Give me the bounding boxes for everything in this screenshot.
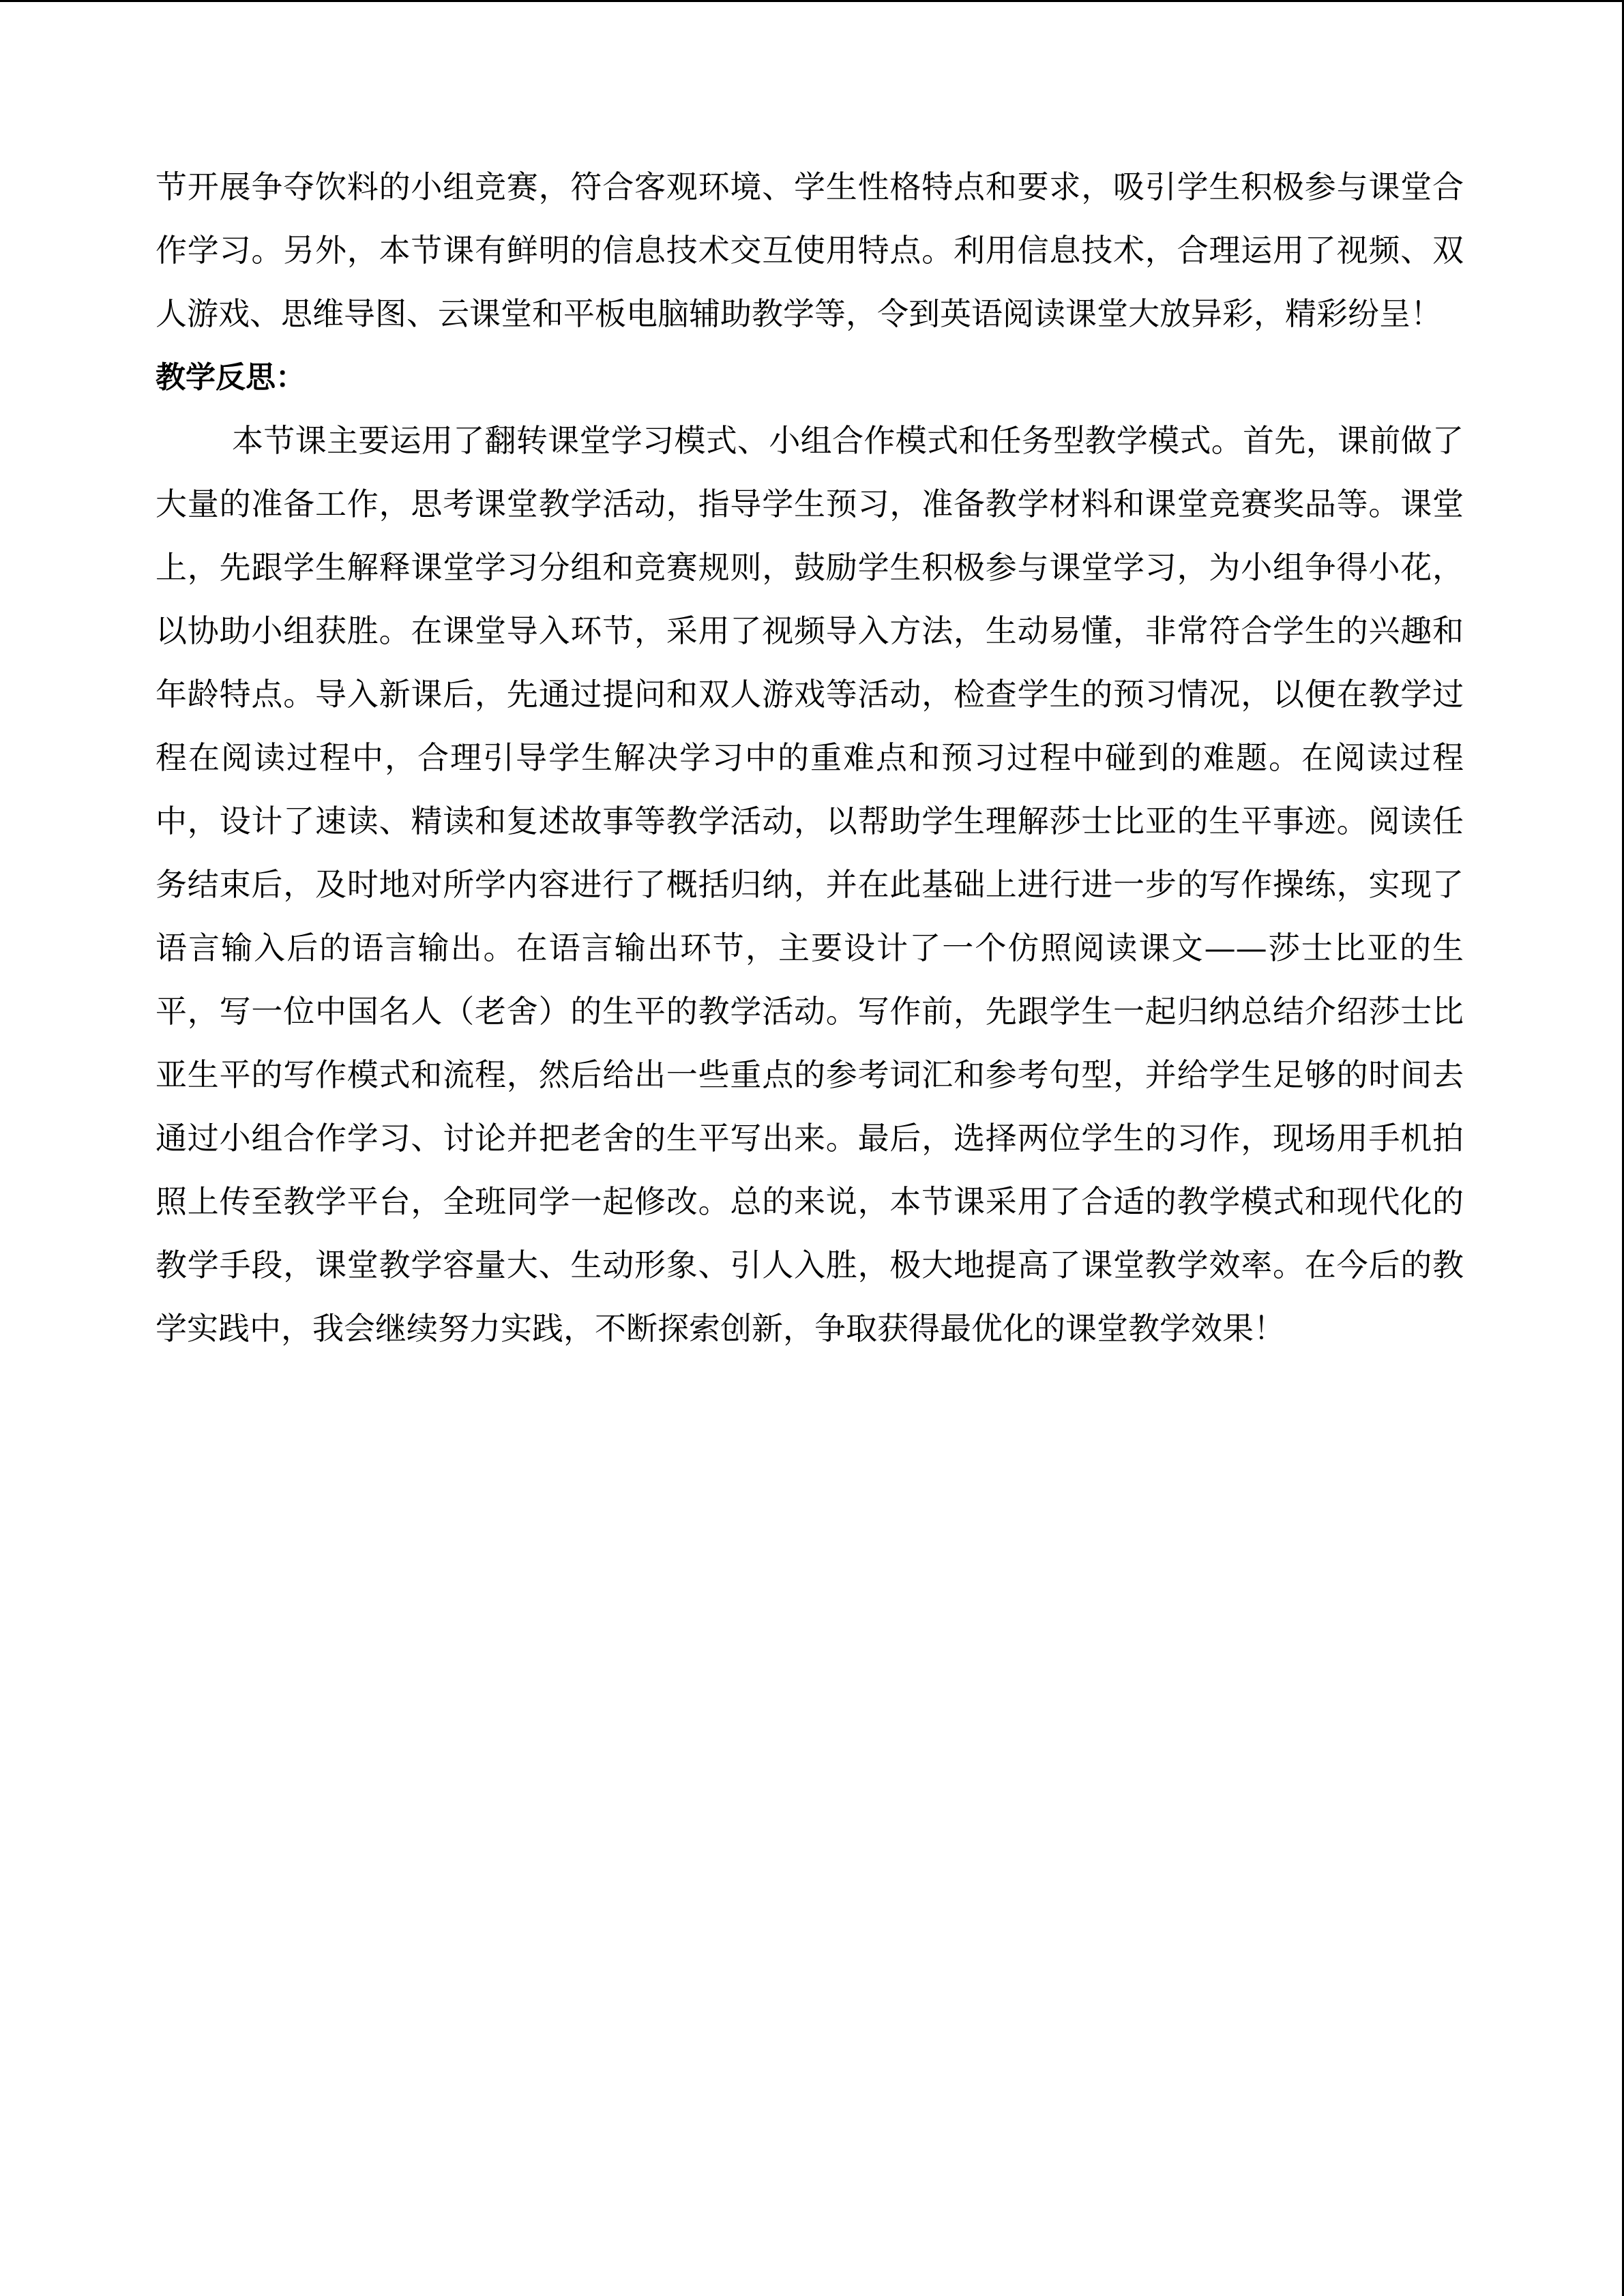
intro-paragraph: 节开展争夺饮料的小组竞赛，符合客观环境、学生性格特点和要求，吸引学生积极参与课堂合作学习。另外，本节课有鲜明的信息技术交互使用特点。利用信息技术，合理运用了视频、双人游戏、思维导图、云课堂和平板电脑辅助教学等，令到英语阅读课堂大放异彩，精彩纷呈！ (156, 168, 1464, 332)
document-body (156, 155, 1464, 1360)
section-heading-teaching-reflection: 教学反思： (156, 360, 306, 395)
reflection-paragraph: 本节课主要运用了翻转课堂学习模式、小组合作模式和任务型教学模式。首先，课前做了大量的准备工作，思考课堂教学活动，指导学生预习，准备教学材料和课堂竞赛奖品等。课堂上，先跟学生解释课堂学习分组和竞赛规则，鼓励学生积极参与课堂学习，为小组争得小花，以协助小组获胜。在课堂导入环节，采用了视频导入方法，生动易懂，非常符合学生的兴趣和年龄特点。导入新课后，先通过提问和双人游戏等活动，检查学生的预习情况，以便在教学过程在阅读过程中，合理引导学生解决学习中的重难点和预习过程中碰到的难题。在阅读过程中，设计了速读、精读和复述故事等教学活动，以帮助学生理解莎士比亚的生平事迹。阅读任务结束后，及时地对所学内容进行了概括归纳，并在此基础上进行进一步的写作操练，实现了语言输入后的语言输出。在语言输出环节，主要设计了一个仿照阅读课文——莎士比亚的生平，写一位中国名人（老舍）的生平的教学活动。写作前，先跟学生一起归纳总结介绍莎士比亚生平的写作模式和流程，然后给出一些重点的参考词汇和参考句型，并给学生足够的时间去通过小组合作学习、讨论并把老舍的生平写出来。最后，选择两位学生的习作，现场用手机拍照上传至教学平台，全班同学一起修改。总的来说，本节课采用了合适的教学模式和现代化的教学手段，课堂教学容量大、生动形象、引人入胜，极大地提高了课堂教学效率。在今后的教学实践中，我会继续努力实践，不断探索创新，争取获得最优化的课堂教学效果！ (156, 422, 1464, 1347)
